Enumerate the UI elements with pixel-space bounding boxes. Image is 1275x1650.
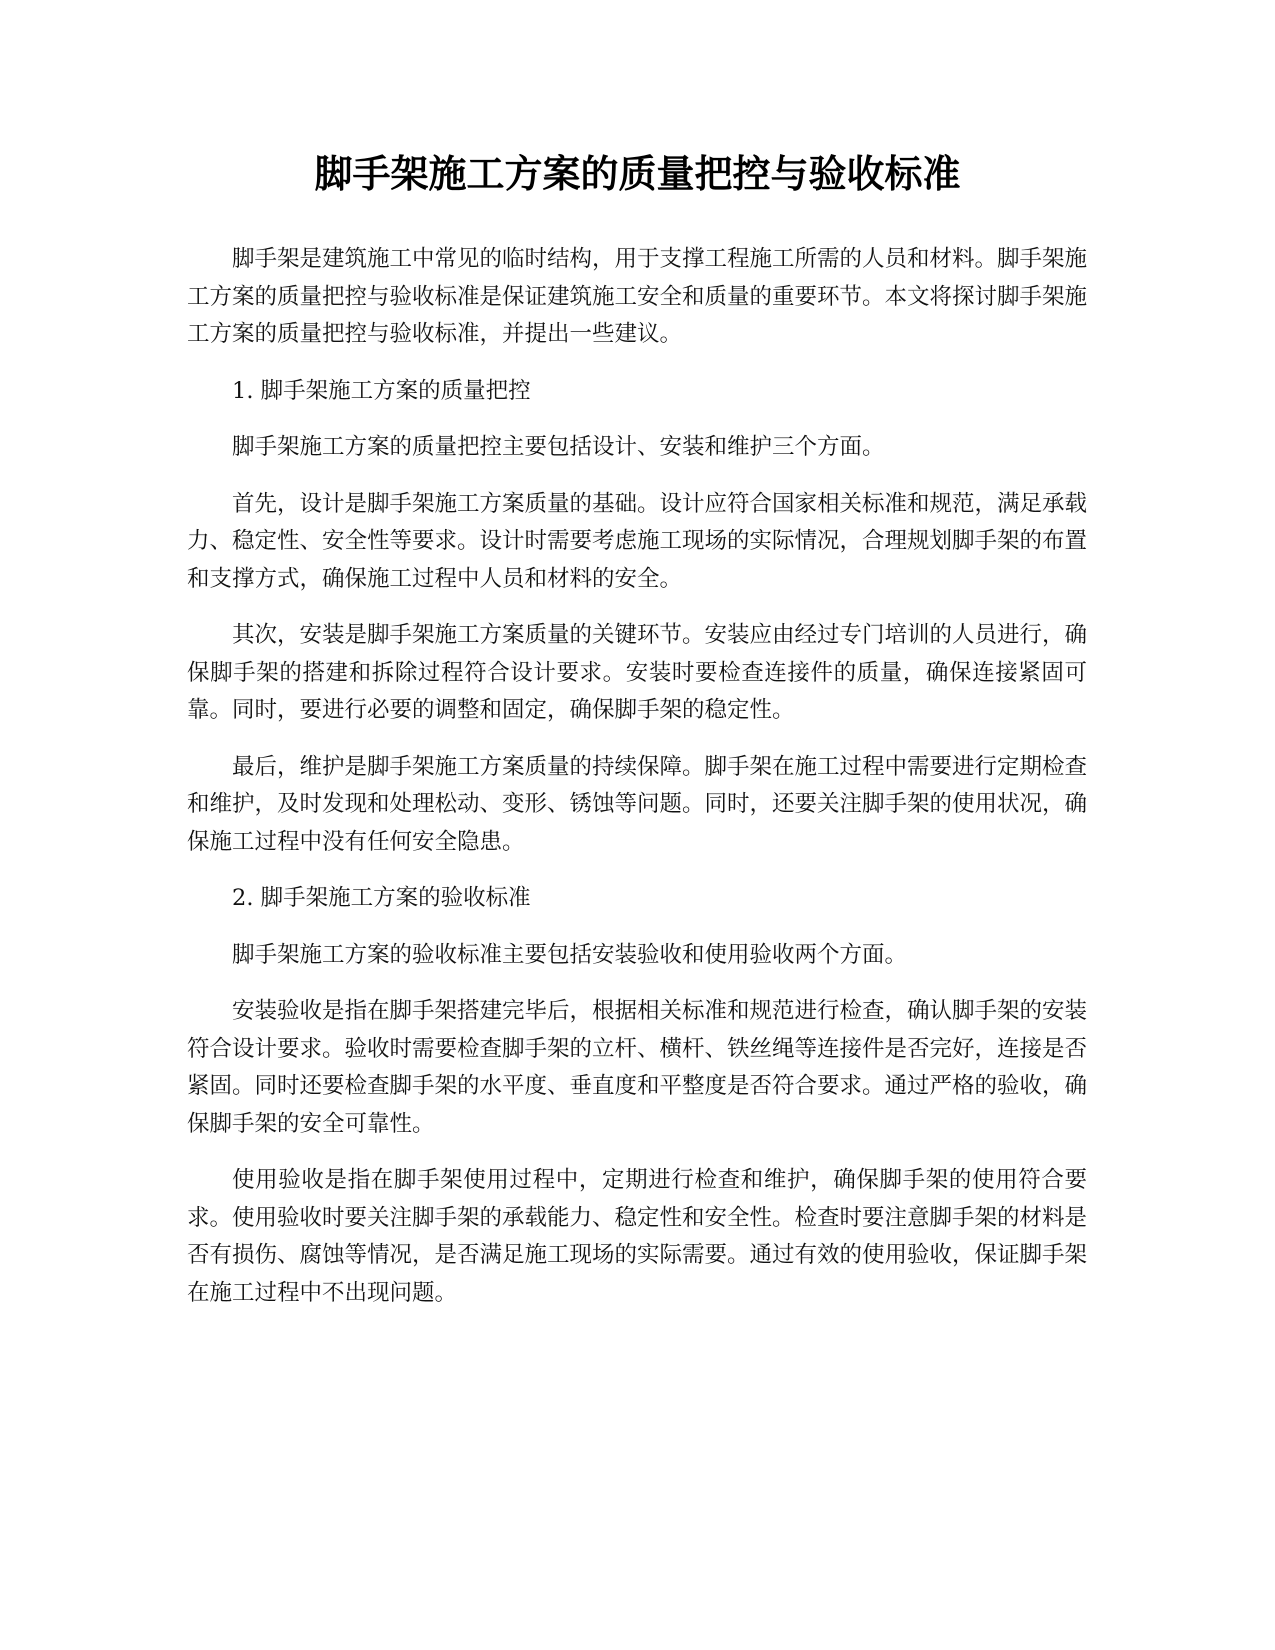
installation-paragraph: 其次，安装是脚手架施工方案质量的关键环节。安装应由经过专门培训的人员进行，确保脚手架的搭建和拆除过程符合设计要求。安装时要检查连接件的质量，确保连接紧固可靠。同时，要进行必要的调整和固定，确保脚手架的稳定性。 [187,622,1088,723]
document-body [187,241,1087,1331]
design-paragraph: 首先，设计是脚手架施工方案质量的基础。设计应符合国家相关标准和规范，满足承载力、稳定性、安全性等要求。设计时需要考虑施工现场的实际情况，合理规划脚手架的布置和支撑方式，确保施工过程中人员和材料的安全。 [187,490,1088,592]
section-2-heading: 2. 脚手架施工方案的验收标准 [232,885,531,911]
page-title: 脚手架施工方案的质量把控与验收标准 [314,152,961,196]
maintenance-paragraph: 最后，维护是脚手架施工方案质量的持续保障。脚手架在施工过程中需要进行定期检查和维护，及时发现和处理松动、变形、锈蚀等问题。同时，还要关注脚手架的使用状况，确保施工过程中没有任何安全隐患。 [187,753,1088,855]
intro-paragraph: 脚手架是建筑施工中常见的临时结构，用于支撑工程施工所需的人员和材料。脚手架施工方案的质量把控与验收标准是保证建筑施工安全和质量的重要环节。本文将探讨脚手架施工方案的质量把控与验收标准，并提出一些建议。 [187,246,1088,347]
install-acceptance-paragraph: 安装验收是指在脚手架搭建完毕后，根据相关标准和规范进行检查，确认脚手架的安装符合设计要求。验收时需要检查脚手架的立杆、横杆、铁丝绳等连接件是否完好，连接是否紧固。同时还要检查脚手架的水平度、垂直度和平整度是否符合要求。通过严格的验收，确保脚手架的安全可靠性。 [187,998,1088,1137]
section-1-summary: 脚手架施工方案的质量把控主要包括设计、安装和维护三个方面。 [232,434,885,460]
use-acceptance-paragraph: 使用验收是指在脚手架使用过程中，定期进行检查和维护，确保脚手架的使用符合要求。使用验收时要关注脚手架的承载能力、稳定性和安全性。检查时要注意脚手架的材料是否有损伤、腐蚀等情况，是否满足施工现场的实际需要。通过有效的使用验收，保证脚手架在施工过程中不出现问题。 [187,1167,1088,1306]
section-2-summary: 脚手架施工方案的验收标准主要包括安装验收和使用验收两个方面。 [232,941,908,968]
section-1-heading: 1. 脚手架施工方案的质量把控 [232,377,531,404]
